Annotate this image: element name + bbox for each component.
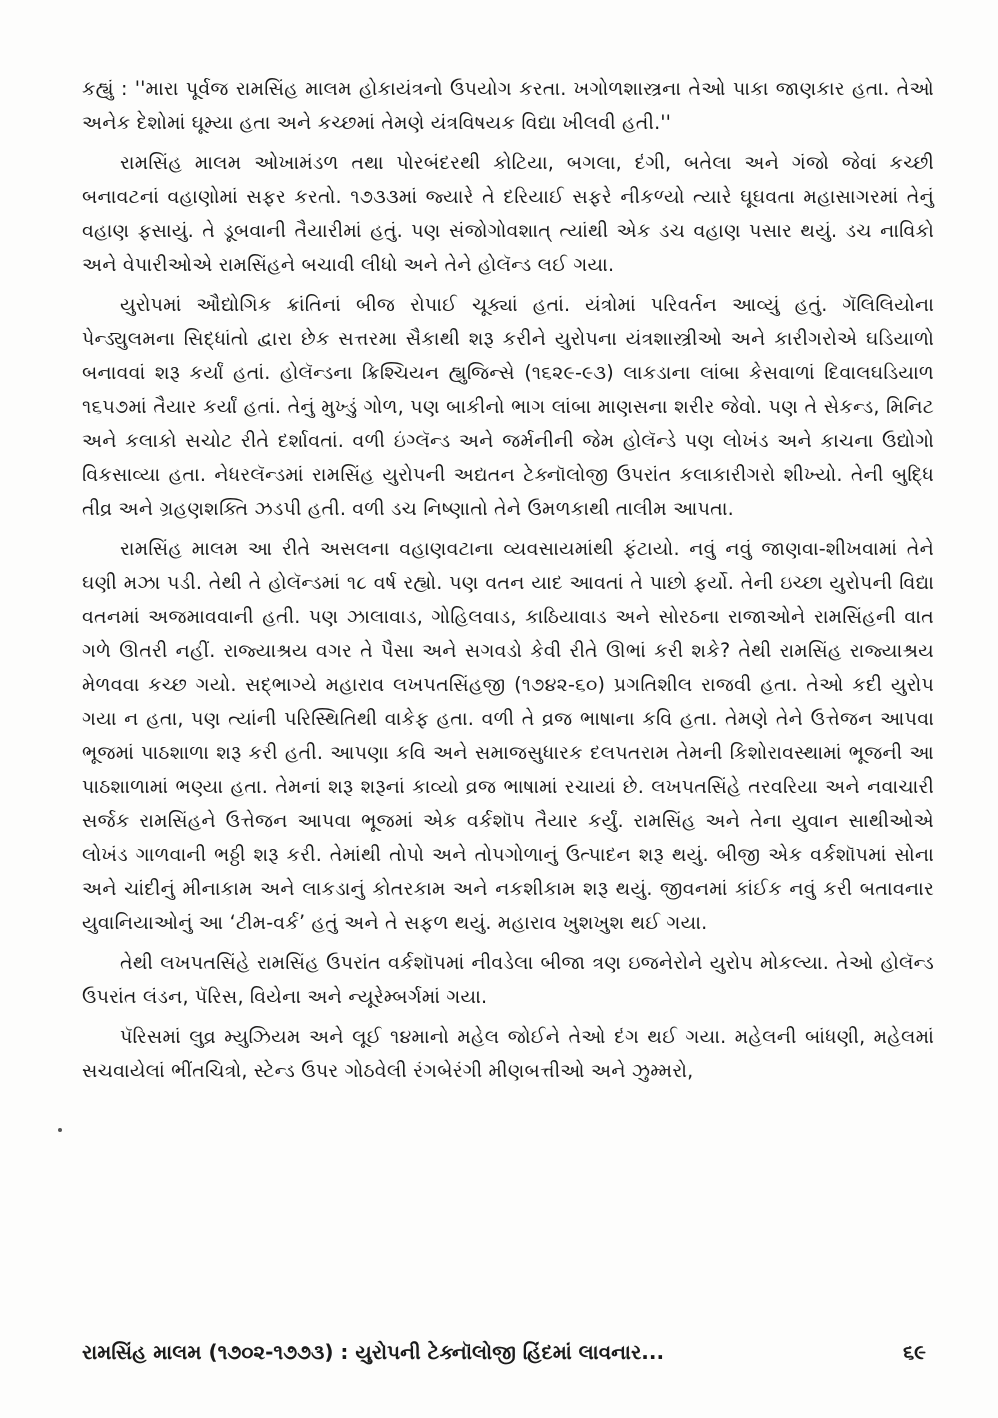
footer-title: રામસિંહ માલમ (૧૭૦૨-૧૭૭૩) : યુરોપની ટેક્નૉલોજી હિંદમાં લાવનાર...	[82, 1340, 665, 1364]
body-text	[82, 72, 934, 1094]
margin-dot	[58, 1128, 62, 1132]
page-number: ૬૯	[902, 1340, 926, 1364]
running-footer	[82, 1335, 934, 1369]
paragraph-6: પૅરિસમાં લુવ્ર મ્યુઝિયમ અને લૂઈ ૧૪માનો મહેલ જોઈને તેઓ દંગ થઈ ગયા. મહેલની બાંધણી, મહેલમાં સચવાયેલાં ભીંતચિત્રો, સ્ટેન્ડ ઉપર ગોઠવેલી રંગબેરંગી મીણબત્તીઓ અને ઝુમ્મરો,	[82, 1025, 934, 1082]
paragraph-4: રામસિંહ માલમ આ રીતે અસલના વહાણવટાના વ્યવસાયમાંથી ફંટાયો. નવું નવું જાણવા-શીખવામાં તેને ઘણી મઝા પડી. તેથી તે હોલૅન્ડમાં ૧૮ વર્ષ રહ્યો. પણ વતન યાદ આવતાં તે પાછો ફર્યો. તેની ઇચ્છા યુરોપની વિદ્યા વતનમાં અજમાવવાની હતી. પણ ઝાલાવાડ, ગોહિલવાડ, કાઠિયાવાડ અને સોરઠના રાજાઓને રામસિંહની વાત ગળે ઊતરી નહીં. રાજ્યાશ્રય વગર તે પૈસા અને સગવડો કેવી રીતે ઊભાં કરી શકે? તેથી રામસિંહ રાજ્યાશ્રય મેળવવા કચ્છ ગયો. સદ્ભાગ્યે મહારાવ લખપતસિંહજી (૧૭૪૨-૬૦) પ્રગતિશીલ રાજવી હતા. તેઓ કદી યુરોપ ગયા ન હતા, પણ ત્યાંની પરિસ્થિતિથી વાકેફ હતા. વળી તે વ્રજ ભાષાના કવિ હતા. તેમણે તેને ઉત્તેજન આપવા ભૂજમાં પાઠશાળા શરૂ કરી હતી. આપણા કવિ અને સમાજસુધારક દલપતરામ તેમની કિશોરાવસ્થામાં ભૂજની આ પાઠશાળામાં ભણ્યા હતા. તેમનાં શરૂ શરૂનાં કાવ્યો વ્રજ ભાષામાં રચાયાં છે. લખપતસિંહે તરવરિયા અને નવાચારી સર્જક રામસિંહને ઉત્તેજન આપવા ભૂજમાં એક વર્કશૉપ તૈયાર કર્યું. રામસિંહ અને તેના યુવાન સાથીઓએ લોખંડ ગાળવાની ભઠ્ઠી શરૂ કરી. તેમાંથી તોપો અને તોપગોળાનું ઉત્પાદન શરૂ થયું. બીજી એક વર્કશૉપમાં સોના અને ચાંદીનું મીનાકામ અને લાકડાનું કોતરકામ અને નકશીકામ શરૂ થયું. જીવનમાં કાંઈક નવું કરી બતાવનાર યુવાનિયાઓનું આ ‘ટીમ-વર્ક’ હતું અને તે સફળ થયું. મહારાવ ખુશખુશ થઈ ગયા.	[82, 537, 934, 934]
paragraph-5: તેથી લખપતસિંહે રામસિંહ ઉપરાંત વર્કશૉપમાં નીવડેલા બીજા ત્રણ ઇજનેરોને યુરોપ મોકલ્યા. તેઓ હોલૅન્ડ ઉપરાંત લંડન, પૅરિસ, વિયેના અને ન્યૂરેમ્બર્ગમાં ગયા.	[82, 951, 934, 1008]
paragraph-2: રામસિંહ માલમ ઓખામંડળ તથા પોરબંદરથી કોટિયા, બગલા, દંગી, બતેલા અને ગંજો જેવાં કચ્છી બનાવટનાં વહાણોમાં સફર કરતો. ૧૭૩૩માં જ્યારે તે દરિયાઈ સફરે નીકળ્યો ત્યારે ઘૂઘવતા મહાસાગરમાં તેનું વહાણ ફસાયું. તે ડૂબવાની તૈયારીમાં હતું. પણ સંજોગોવશાત્ ત્યાંથી એક ડચ વહાણ પસાર થયું. ડચ નાવિકો અને વેપારીઓએ રામસિંહને બચાવી લીધો અને તેને હોલૅન્ડ લઈ ગયા.	[82, 151, 934, 276]
paragraph-3: યુરોપમાં ઔદ્યોગિક ક્રાંતિનાં બીજ રોપાઈ ચૂક્યાં હતાં. યંત્રોમાં પરિવર્તન આવ્યું હતું. ગૅલિલિયોના પેન્ડ્યુલમના સિદ્ધાંતો દ્વારા છેક સત્તરમા સૈકાથી શરૂ કરીને યુરોપના યંત્રશાસ્ત્રીઓ અને કારીગરોએ ઘડિયાળો બનાવવાં શરૂ કર્યાં હતાં. હોલૅન્ડના ક્રિશ્ચિયન હ્યુજિન્સે (૧૬૨૯-૯૩) લાકડાના લાંબા કેસવાળાં દિવાલઘડિયાળ ૧૬૫૭માં તૈયાર કર્યાં હતાં. તેનું મુખ્ડું ગોળ, પણ બાકીનો ભાગ લાંબા માણસના શરીર જેવો. પણ તે સેકન્ડ, મિનિટ અને કલાકો સચોટ રીતે દર્શાવતાં. વળી ઇંગ્લૅન્ડ અને જર્મનીની જેમ હોલૅન્ડે પણ લોખંડ અને કાચના ઉદ્યોગો વિકસાવ્યા હતા. નેધરલૅન્ડમાં રામસિંહ યુરોપની અદ્યતન ટેક્નૉલોજી ઉપરાંત કલાકારીગરો શીખ્યો. તેની બુદ્ધિ તીવ્ર અને ગ્રહણશક્તિ ઝડપી હતી. વળી ડચ નિષ્ણાતો તેને ઉમળકાથી તાલીમ આપતા.	[82, 293, 934, 520]
paragraph-1: કહ્યું : ''મારા પૂર્વજ રામસિંહ માલમ હોકાયંત્રનો ઉપયોગ કરતા. ખગોળશાસ્ત્રના તેઓ પાકા જાણકાર હતા. તેઓ અનેક દેશોમાં ઘૂમ્યા હતા અને કચ્છમાં તેમણે યંત્રવિષયક વિદ્યા ખીલવી હતી.''	[82, 77, 934, 134]
